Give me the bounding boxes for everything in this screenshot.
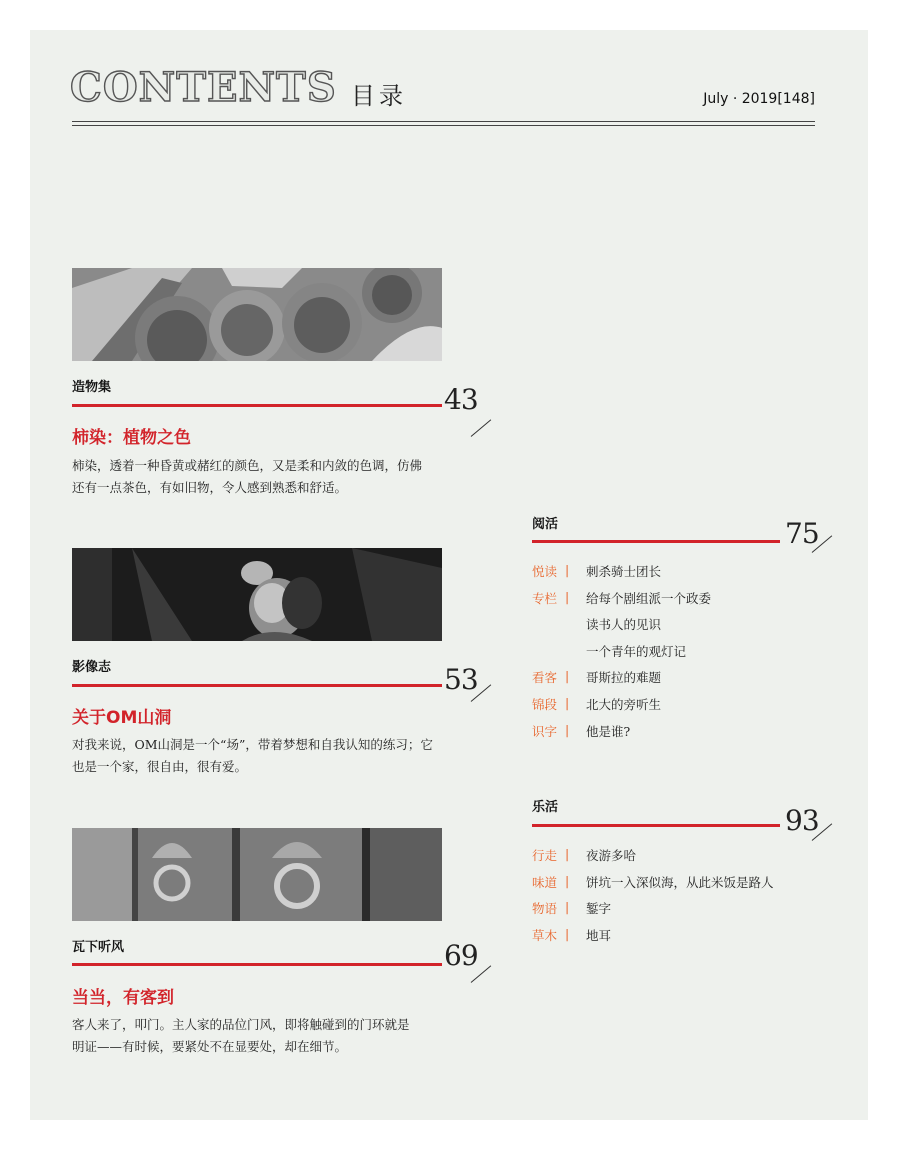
page-number: 69 (444, 939, 478, 972)
page-number: 93 (785, 804, 819, 837)
toc-title: 刺杀骑士团长 (586, 564, 662, 579)
category-separator: | (565, 668, 570, 684)
toc-title: 錾字 (586, 901, 612, 917)
page-number: 53 (444, 663, 478, 696)
persimmons-image (72, 268, 442, 361)
article-description (72, 734, 452, 778)
page-number: 43 (444, 383, 478, 416)
toc-item[interactable] (532, 895, 852, 922)
child-portrait-image (72, 548, 442, 641)
header-rule (72, 125, 815, 126)
category-separator: | (565, 925, 570, 941)
toc-category: 行走 (532, 848, 558, 863)
toc-category: 看客 (532, 670, 558, 686)
toc-title: 读书人的见识 (586, 617, 662, 633)
toc-item[interactable] (532, 585, 852, 612)
toc-list (532, 842, 852, 948)
description-line: 明证——有时候，要紧处不在显要处，却在细节。 (72, 1039, 348, 1054)
section-label: 乐活 (532, 800, 559, 815)
category-separator: | (565, 899, 570, 915)
toc-title: 哥斯拉的难题 (586, 670, 662, 686)
toc-item[interactable] (532, 664, 852, 691)
article-title[interactable]: 柿染：植物之色 (72, 428, 191, 448)
article-description (72, 1014, 452, 1058)
section-label: 瓦下听风 (72, 940, 125, 955)
toc-title: 北大的旁听生 (586, 696, 662, 712)
section-rule (532, 540, 780, 543)
description-line: 也是一个家，很自由，很有爱。 (72, 759, 248, 774)
toc-category: 锦段 (532, 696, 558, 712)
toc-category: 味道 (532, 874, 558, 890)
article-title[interactable]: 当当，有客到 (72, 988, 174, 1008)
description-line: 对我来说，OM山洞是一个“场”，带着梦想和自我认知的练习；它 (72, 737, 433, 752)
toc-item[interactable] (532, 558, 852, 585)
section-rule (532, 824, 780, 827)
category-separator: | (565, 846, 570, 861)
toc-title: 一个青年的观灯记 (586, 643, 687, 659)
category-separator: | (565, 588, 570, 604)
section-rule (72, 684, 442, 687)
toc-title: 饼坑一入深似海，从此米饭是路人 (586, 874, 774, 890)
article-description (72, 455, 452, 499)
contents-title: CONTENTS (70, 64, 337, 111)
toc-list (532, 558, 852, 744)
section-label: 造物集 (72, 380, 112, 395)
toc-item[interactable] (532, 922, 852, 949)
header-rule (72, 121, 815, 122)
toc-item[interactable] (532, 691, 852, 718)
door-knockers-image (72, 828, 442, 921)
description-line: 柿染，透着一种昏黄或赭红的颜色，又是柔和内敛的色调，仿佛 (72, 458, 423, 473)
description-line: 还有一点茶色，有如旧物，令人感到熟悉和舒适。 (72, 480, 348, 495)
toc-item[interactable] (532, 611, 852, 638)
article-title[interactable]: 关于OM山洞 (72, 708, 172, 728)
toc-title: 夜游多哈 (586, 848, 637, 863)
toc-title: 给每个剧组派一个政委 (586, 590, 712, 606)
section-label: 阅活 (532, 517, 559, 532)
toc-category: 草木 (532, 927, 558, 943)
toc-title: 他是谁? (586, 723, 631, 739)
toc-item[interactable] (532, 718, 852, 745)
toc-category: 物语 (532, 901, 558, 917)
toc-category: 专栏 (532, 590, 558, 606)
toc-title: 地耳 (586, 927, 612, 943)
page-number: 75 (785, 517, 819, 550)
issue-label: July · 2019[148] (703, 91, 815, 107)
contents-title-cn: 目录 (351, 82, 407, 110)
description-line: 客人来了，叩门。主人家的品位门风，即将触碰到的门环就是 (72, 1017, 410, 1032)
category-separator: | (565, 694, 570, 710)
toc-item[interactable] (532, 842, 852, 869)
category-separator: | (565, 562, 570, 577)
toc-category: 识字 (532, 723, 558, 739)
category-separator: | (565, 872, 570, 888)
toc-item[interactable] (532, 869, 852, 896)
section-label: 影像志 (72, 660, 112, 675)
toc-item[interactable] (532, 638, 852, 665)
toc-category: 悦读 (532, 564, 558, 579)
section-rule (72, 404, 442, 407)
category-separator: | (565, 721, 570, 737)
section-rule (72, 963, 442, 966)
